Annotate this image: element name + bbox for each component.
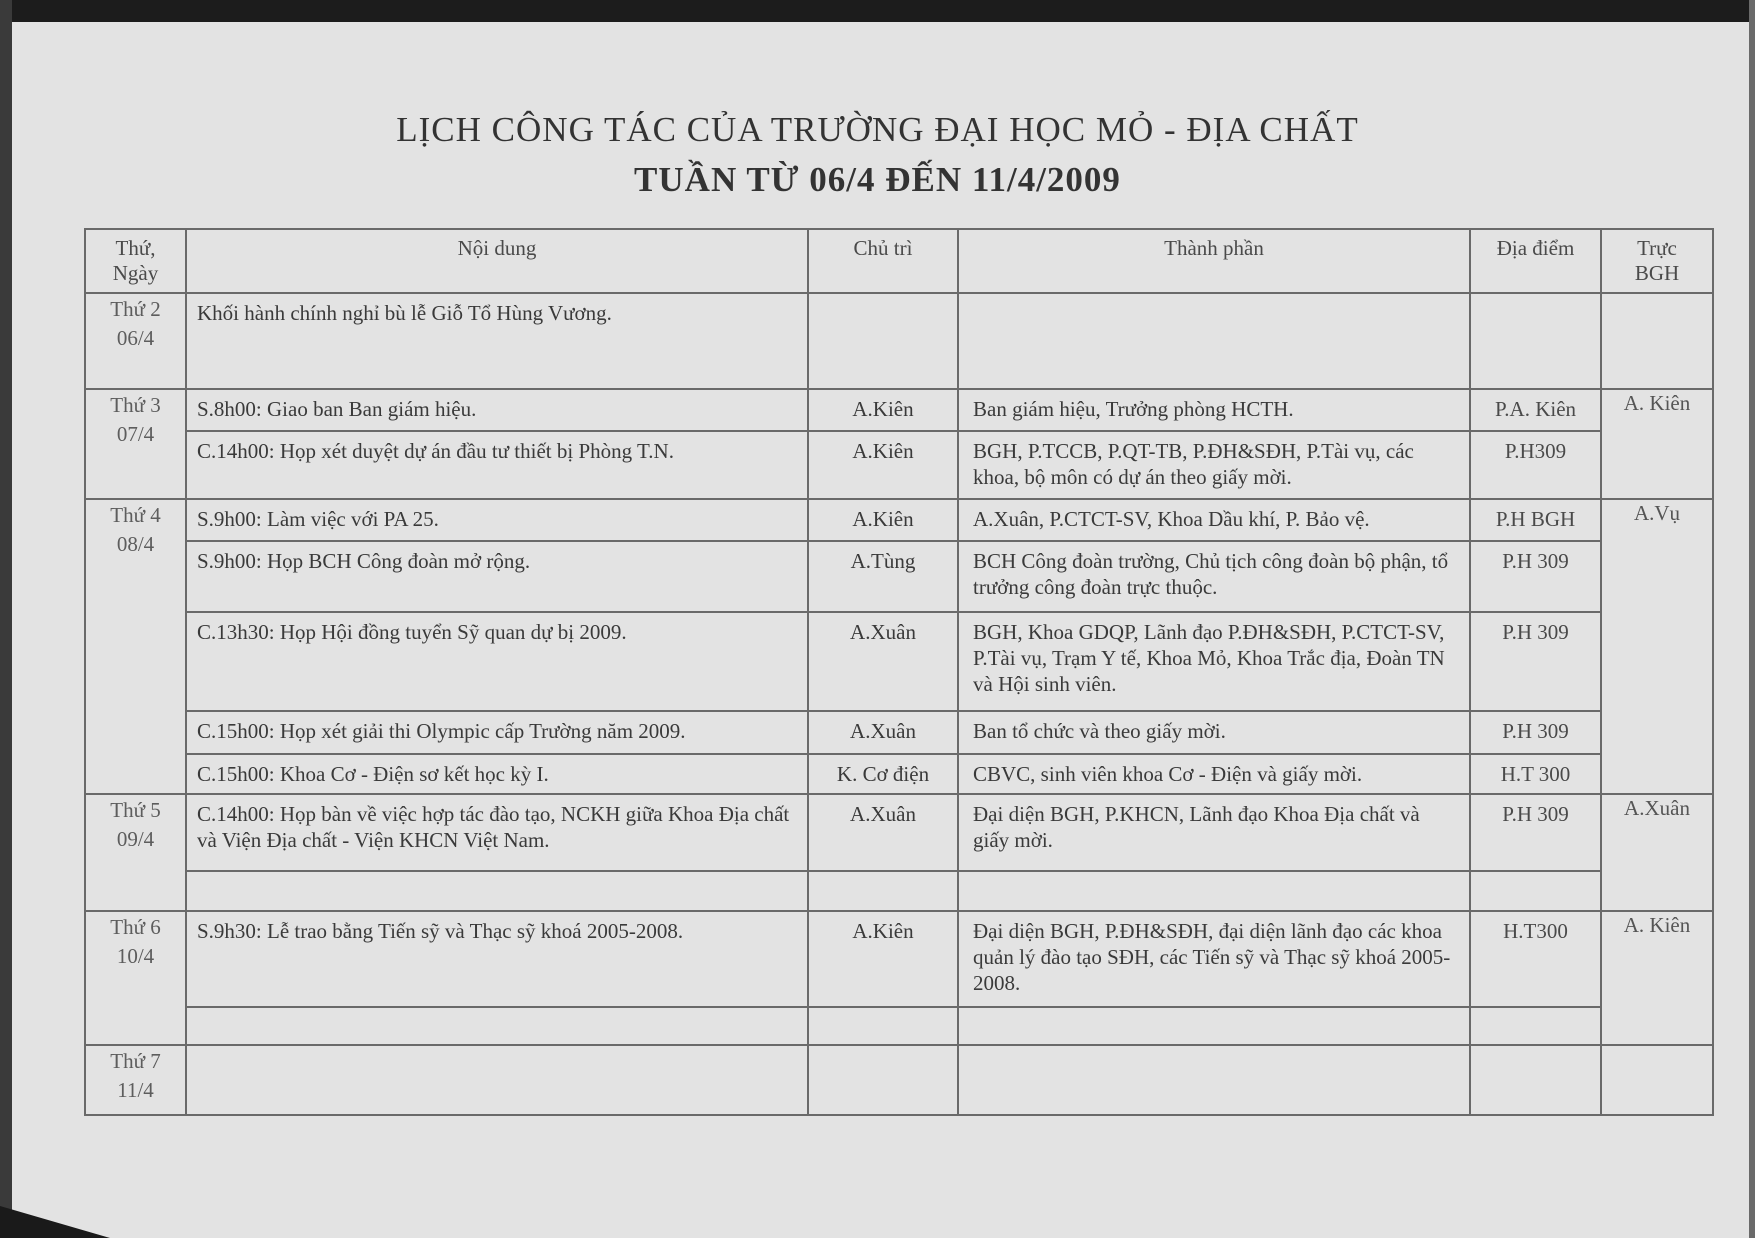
day-date: 06/4 bbox=[116, 326, 155, 350]
participants-cell: BGH, P.TCCB, P.QT-TB, P.ĐH&SĐH, P.Tài vụ, các khoa, bộ môn có dự án theo giấy mời. bbox=[958, 431, 1470, 499]
table-row bbox=[85, 911, 1713, 1007]
schedule-table bbox=[84, 228, 1714, 1116]
duty-cell: A. Kiên bbox=[1601, 389, 1713, 499]
table-row bbox=[85, 871, 1713, 911]
location-cell bbox=[1470, 871, 1601, 911]
chair-cell: A.Kiên bbox=[808, 499, 958, 541]
content-cell: C.15h00: Họp xét giải thi Olympic cấp Trường năm 2009. bbox=[186, 711, 808, 753]
chair-cell: A.Kiên bbox=[808, 389, 958, 431]
content-cell bbox=[186, 1045, 808, 1115]
content-cell: C.13h30: Họp Hội đồng tuyển Sỹ quan dự bị 2009. bbox=[186, 612, 808, 712]
participants-cell: Đại diện BGH, P.ĐH&SĐH, đại diện lãnh đạo các khoa quản lý đào tạo SĐH, các Tiến sỹ và Thạc sỹ khoá 2005-2008. bbox=[958, 911, 1470, 1007]
location-cell: H.T300 bbox=[1470, 911, 1601, 1007]
table-row bbox=[85, 1007, 1713, 1045]
content-cell: C.15h00: Khoa Cơ - Điện sơ kết học kỳ I. bbox=[186, 754, 808, 794]
participants-cell: Đại diện BGH, P.KHCN, Lãnh đạo Khoa Địa chất và giấy mời. bbox=[958, 794, 1470, 870]
day-name: Thứ 6 bbox=[110, 915, 161, 939]
content-cell: C.14h00: Họp xét duyệt dự án đầu tư thiết bị Phòng T.N. bbox=[186, 431, 808, 499]
location-cell: H.T 300 bbox=[1470, 754, 1601, 794]
table-row bbox=[85, 794, 1713, 870]
header-row bbox=[85, 229, 1713, 293]
day-date: 11/4 bbox=[117, 1077, 154, 1102]
content-cell: S.9h00: Họp BCH Công đoàn mở rộng. bbox=[186, 541, 808, 611]
content-cell bbox=[186, 1007, 808, 1045]
table-row bbox=[85, 499, 1713, 541]
day-name: Thứ 7 bbox=[110, 1048, 161, 1073]
chair-cell: A.Kiên bbox=[808, 911, 958, 1007]
location-cell: P.H 309 bbox=[1470, 612, 1601, 712]
chair-cell: A.Xuân bbox=[808, 612, 958, 712]
header-participants: Thành phần bbox=[958, 229, 1470, 293]
day-cell bbox=[85, 1045, 186, 1115]
duty-cell: A.Xuân bbox=[1601, 794, 1713, 911]
location-cell bbox=[1470, 293, 1601, 389]
header-day-line1: Thứ, bbox=[115, 236, 156, 260]
chair-cell bbox=[808, 1045, 958, 1115]
participants-cell bbox=[958, 293, 1470, 389]
participants-cell bbox=[958, 1045, 1470, 1115]
day-cell bbox=[85, 499, 186, 794]
day-cell bbox=[85, 794, 186, 911]
location-cell: P.H 309 bbox=[1470, 794, 1601, 870]
day-name: Thứ 2 bbox=[110, 297, 161, 321]
table-row bbox=[85, 711, 1713, 753]
location-cell: P.H 309 bbox=[1470, 541, 1601, 611]
location-cell: P.H309 bbox=[1470, 431, 1601, 499]
content-cell: C.14h00: Họp bàn về việc hợp tác đào tạo, NCKH giữa Khoa Địa chất và Viện Địa chất - Viện KHCN Việt Nam. bbox=[186, 794, 808, 870]
document-subtitle: TUẦN TỪ 06/4 ĐẾN 11/4/2009 bbox=[634, 160, 1121, 199]
participants-cell: A.Xuân, P.CTCT-SV, Khoa Dầu khí, P. Bảo vệ. bbox=[958, 499, 1470, 541]
day-name: Thứ 4 bbox=[110, 503, 161, 528]
table-row bbox=[85, 1045, 1713, 1115]
location-cell: P.H 309 bbox=[1470, 711, 1601, 753]
table-row bbox=[85, 612, 1713, 712]
table-row bbox=[85, 754, 1713, 794]
chair-cell: A.Xuân bbox=[808, 711, 958, 753]
day-date: 10/4 bbox=[116, 944, 155, 968]
chair-cell bbox=[808, 871, 958, 911]
participants-cell bbox=[958, 1007, 1470, 1045]
header-content: Nội dung bbox=[186, 229, 808, 293]
table-row bbox=[85, 389, 1713, 431]
participants-cell: BGH, Khoa GDQP, Lãnh đạo P.ĐH&SĐH, P.CTCT-SV, P.Tài vụ, Trạm Y tế, Khoa Mỏ, Khoa Trắc địa, Đoàn TN và Hội sinh viên. bbox=[958, 612, 1470, 712]
participants-cell: Ban giám hiệu, Trưởng phòng HCTH. bbox=[958, 389, 1470, 431]
participants-cell bbox=[958, 871, 1470, 911]
location-cell bbox=[1470, 1045, 1601, 1115]
header-day bbox=[85, 229, 186, 293]
table-row bbox=[85, 431, 1713, 499]
location-cell bbox=[1470, 1007, 1601, 1045]
header-location: Địa điểm bbox=[1470, 229, 1601, 293]
participants-cell: Ban tổ chức và theo giấy mời. bbox=[958, 711, 1470, 753]
duty-cell: A.Vụ bbox=[1601, 499, 1713, 794]
day-cell bbox=[85, 293, 186, 389]
chair-cell: A.Kiên bbox=[808, 431, 958, 499]
content-cell bbox=[186, 871, 808, 911]
day-cell bbox=[85, 911, 186, 1045]
duty-cell bbox=[1601, 293, 1713, 389]
content-cell: S.9h30: Lễ trao bằng Tiến sỹ và Thạc sỹ khoá 2005-2008. bbox=[186, 911, 808, 1007]
chair-cell: A.Xuân bbox=[808, 794, 958, 870]
table-row bbox=[85, 293, 1713, 389]
document-title: LỊCH CÔNG TÁC CỦA TRƯỜNG ĐẠI HỌC MỎ - ĐỊA CHẤT bbox=[396, 110, 1359, 149]
header-duty bbox=[1601, 229, 1713, 293]
chair-cell bbox=[808, 1007, 958, 1045]
duty-cell: A. Kiên bbox=[1601, 911, 1713, 1045]
day-date: 08/4 bbox=[116, 532, 155, 557]
day-name: Thứ 3 bbox=[110, 392, 161, 417]
day-date: 07/4 bbox=[116, 421, 155, 446]
content-cell: Khối hành chính nghỉ bù lễ Giỗ Tổ Hùng Vương. bbox=[186, 293, 808, 389]
participants-cell: CBVC, sinh viên khoa Cơ - Điện và giấy mời. bbox=[958, 754, 1470, 794]
day-cell bbox=[85, 389, 186, 499]
participants-cell: BCH Công đoàn trường, Chủ tịch công đoàn bộ phận, tổ trưởng công đoàn trực thuộc. bbox=[958, 541, 1470, 611]
location-cell: P.A. Kiên bbox=[1470, 389, 1601, 431]
content-cell: S.9h00: Làm việc với PA 25. bbox=[186, 499, 808, 541]
day-date: 09/4 bbox=[116, 827, 155, 852]
location-cell: P.H BGH bbox=[1470, 499, 1601, 541]
duty-cell bbox=[1601, 1045, 1713, 1115]
header-duty-line2: BGH bbox=[1634, 261, 1680, 285]
header-day-line2: Ngày bbox=[112, 261, 159, 285]
scan-corner bbox=[0, 1206, 110, 1238]
chair-cell: A.Tùng bbox=[808, 541, 958, 611]
header-chair: Chủ trì bbox=[808, 229, 958, 293]
header-duty-line1: Trực bbox=[1637, 236, 1677, 260]
chair-cell: K. Cơ điện bbox=[808, 754, 958, 794]
chair-cell bbox=[808, 293, 958, 389]
scan-border-top bbox=[0, 0, 1755, 22]
table-row bbox=[85, 541, 1713, 611]
content-cell: S.8h00: Giao ban Ban giám hiệu. bbox=[186, 389, 808, 431]
day-name: Thứ 5 bbox=[110, 798, 161, 823]
